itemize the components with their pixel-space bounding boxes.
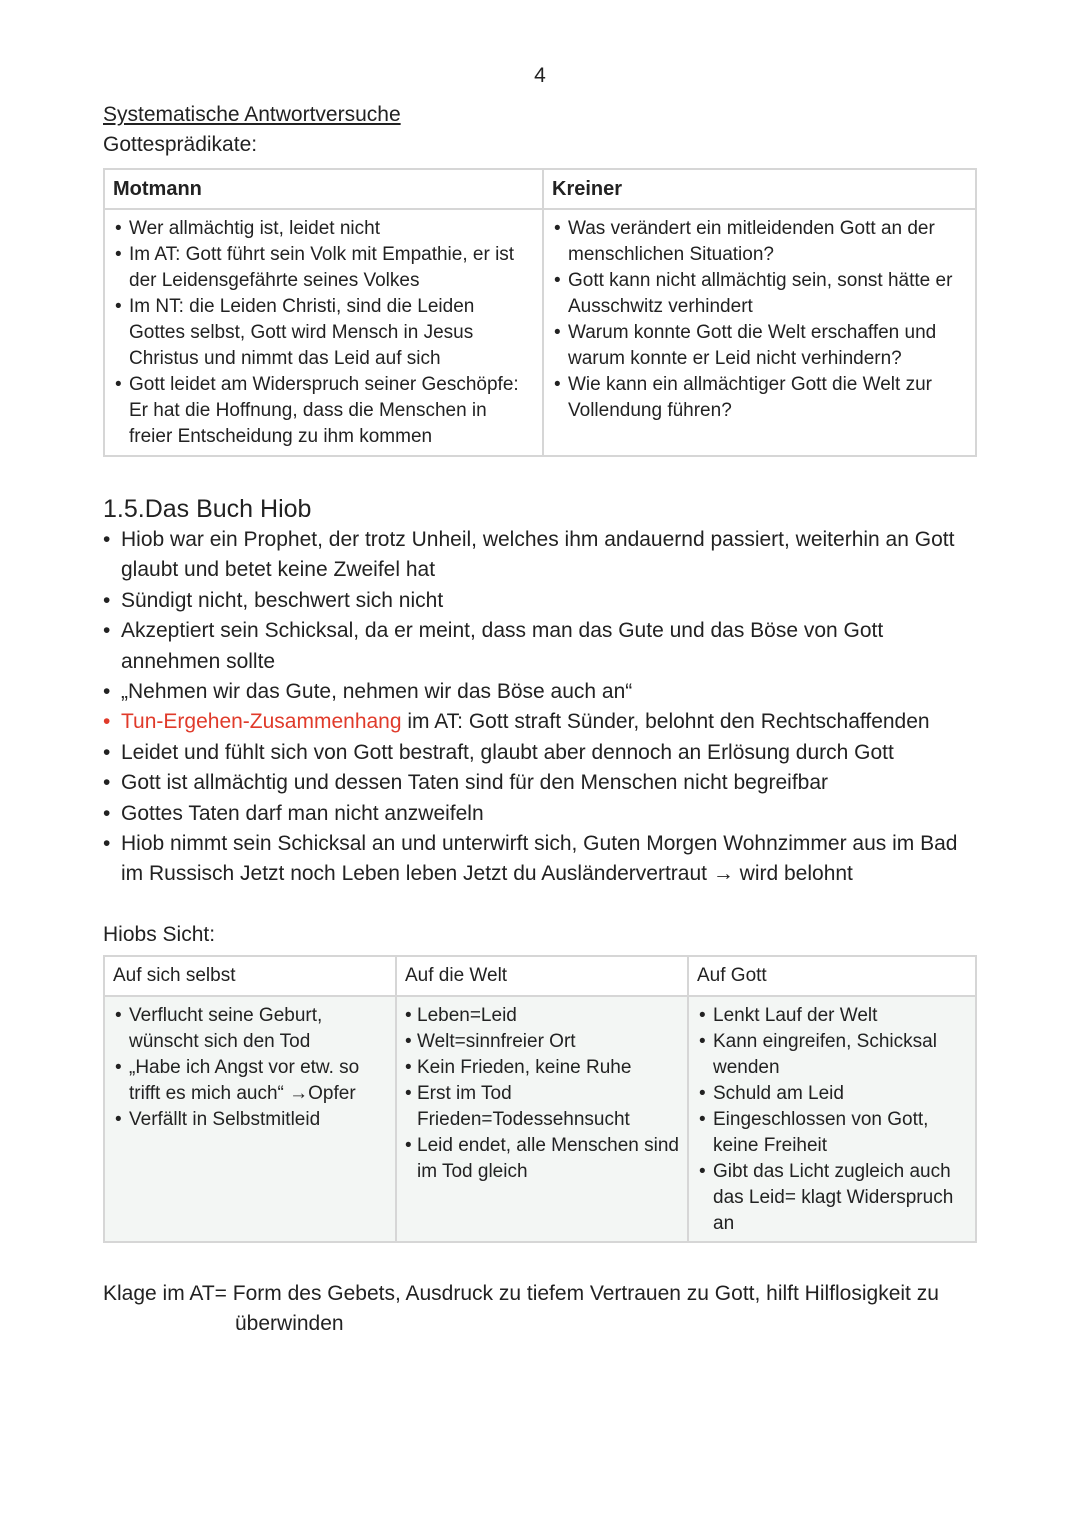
list-item: • Im NT: die Leiden Christi, sind die Leiden Gottes selbst, Gott wird Mensch in Jesus Christus und nimmt das Leid auf sich <box>113 294 534 372</box>
list-item: • Erst im Tod Frieden=Todessehnsucht <box>405 1081 679 1133</box>
list-item: • Welt=sinnfreier Ort <box>405 1029 679 1055</box>
list-item: • Was verändert ein mitleidenden Gott an der menschlichen Situation? <box>552 216 967 268</box>
list-item: • Leid endet, alle Menschen sind im Tod gleich <box>405 1133 679 1185</box>
list-item: • Leben=Leid <box>405 1003 679 1029</box>
list-item: • Verflucht seine Geburt, wünscht sich den Tod <box>113 1003 387 1055</box>
list-item: • Leidet und fühlt sich von Gott bestraft, glaubt aber dennoch an Erlösung durch Gott <box>103 738 979 768</box>
list-item: • Wie kann ein allmächtiger Gott die Welt zur Vollendung führen? <box>552 372 967 424</box>
table-header-kreiner: Kreiner <box>543 169 976 209</box>
klage-line-1: Klage im AT= Form des Gebets, Ausdruck zu tiefem Vertrauen zu Gott, hilft Hilflosigkeit zu <box>103 1281 939 1305</box>
world-cell <box>396 996 688 1242</box>
klage-line-2: überwinden <box>235 1311 344 1335</box>
hiob-bullet-list <box>103 525 979 890</box>
section-subtitle: Gottesprädikate: <box>103 133 258 156</box>
list-item: • Akzeptiert sein Schicksal, da er meint, dass man das Gute und das Böse von Gott annehmen sollte <box>103 616 979 677</box>
table-header-world: Auf die Welt <box>396 956 688 996</box>
table-header-god: Auf Gott <box>688 956 976 996</box>
list-item: • Verfällt in Selbstmitleid <box>113 1107 387 1133</box>
list-item: • Eingeschlossen von Gott, keine Freiheit <box>697 1107 967 1159</box>
list-item: • Kann eingreifen, Schicksal wenden <box>697 1029 967 1081</box>
highlighted-term: Tun-Ergehen-Zusammenhang <box>121 710 402 734</box>
table-header-self: Auf sich selbst <box>104 956 396 996</box>
section-title: Systematische Antwortversuche <box>103 103 401 126</box>
list-item: • Hiob war ein Prophet, der trotz Unheil, welches ihm andauernd passiert, weiterhin an Gott glaubt und betet keine Zweifel hat <box>103 525 979 586</box>
kreiner-cell <box>543 209 976 456</box>
list-item: • Gott kann nicht allmächtig sein, sonst hätte er Ausschwitz verhindert <box>552 268 967 320</box>
page-number: 4 <box>534 64 546 87</box>
list-item: • Im AT: Gott führt sein Volk mit Empathie, er ist der Leidensgefährte seines Volkes <box>113 242 534 294</box>
list-item: • Hiob nimmt sein Schicksal an und unterwirft sich, Guten Morgen Wohnzimmer aus im Bad im Russisch Jetzt noch Leben leben Jetzt du Ausländervertraut → wird belohnt <box>103 829 979 890</box>
views-title: Hiobs Sicht: <box>103 922 216 946</box>
hiob-heading: 1.5.Das Buch Hiob <box>103 495 312 523</box>
hiobs-sicht-table <box>103 955 977 1243</box>
list-item: • „Nehmen wir das Gute, nehmen wir das Böse auch an“ <box>103 677 979 707</box>
self-cell <box>104 996 396 1242</box>
list-item: • Gibt das Licht zugleich auch das Leid= klagt Widerspruch an <box>697 1159 967 1237</box>
motmann-cell <box>104 209 543 456</box>
document-body <box>103 100 979 1339</box>
god-cell <box>688 996 976 1242</box>
gottespraedikate-table <box>103 168 977 457</box>
list-item: • Gottes Taten darf man nicht anzweifeln <box>103 799 979 829</box>
list-item-highlighted <box>103 707 979 737</box>
table-header-motmann: Motmann <box>104 169 543 209</box>
list-item: • Sündigt nicht, beschwert sich nicht <box>103 586 979 616</box>
list-item: • „Habe ich Angst vor etw. so trifft es mich auch“ →Opfer <box>113 1055 387 1107</box>
highlighted-term-rest: im AT: Gott straft Sünder, belohnt den Rechtschaffenden <box>401 710 930 734</box>
klage-paragraph <box>103 1279 979 1339</box>
list-item: • Schuld am Leid <box>697 1081 967 1107</box>
list-item: • Gott leidet am Widerspruch seiner Geschöpfe: Er hat die Hoffnung, dass die Menschen in freier Entscheidung zu ihm kommen <box>113 372 534 450</box>
list-item: • Warum konnte Gott die Welt erschaffen und warum konnte er Leid nicht verhindern? <box>552 320 967 372</box>
list-item: • Lenkt Lauf der Welt <box>697 1003 967 1029</box>
list-item: • Gott ist allmächtig und dessen Taten sind für den Menschen nicht begreifbar <box>103 768 979 798</box>
list-item: • Wer allmächtig ist, leidet nicht <box>113 216 534 242</box>
list-item: • Kein Frieden, keine Ruhe <box>405 1055 679 1081</box>
